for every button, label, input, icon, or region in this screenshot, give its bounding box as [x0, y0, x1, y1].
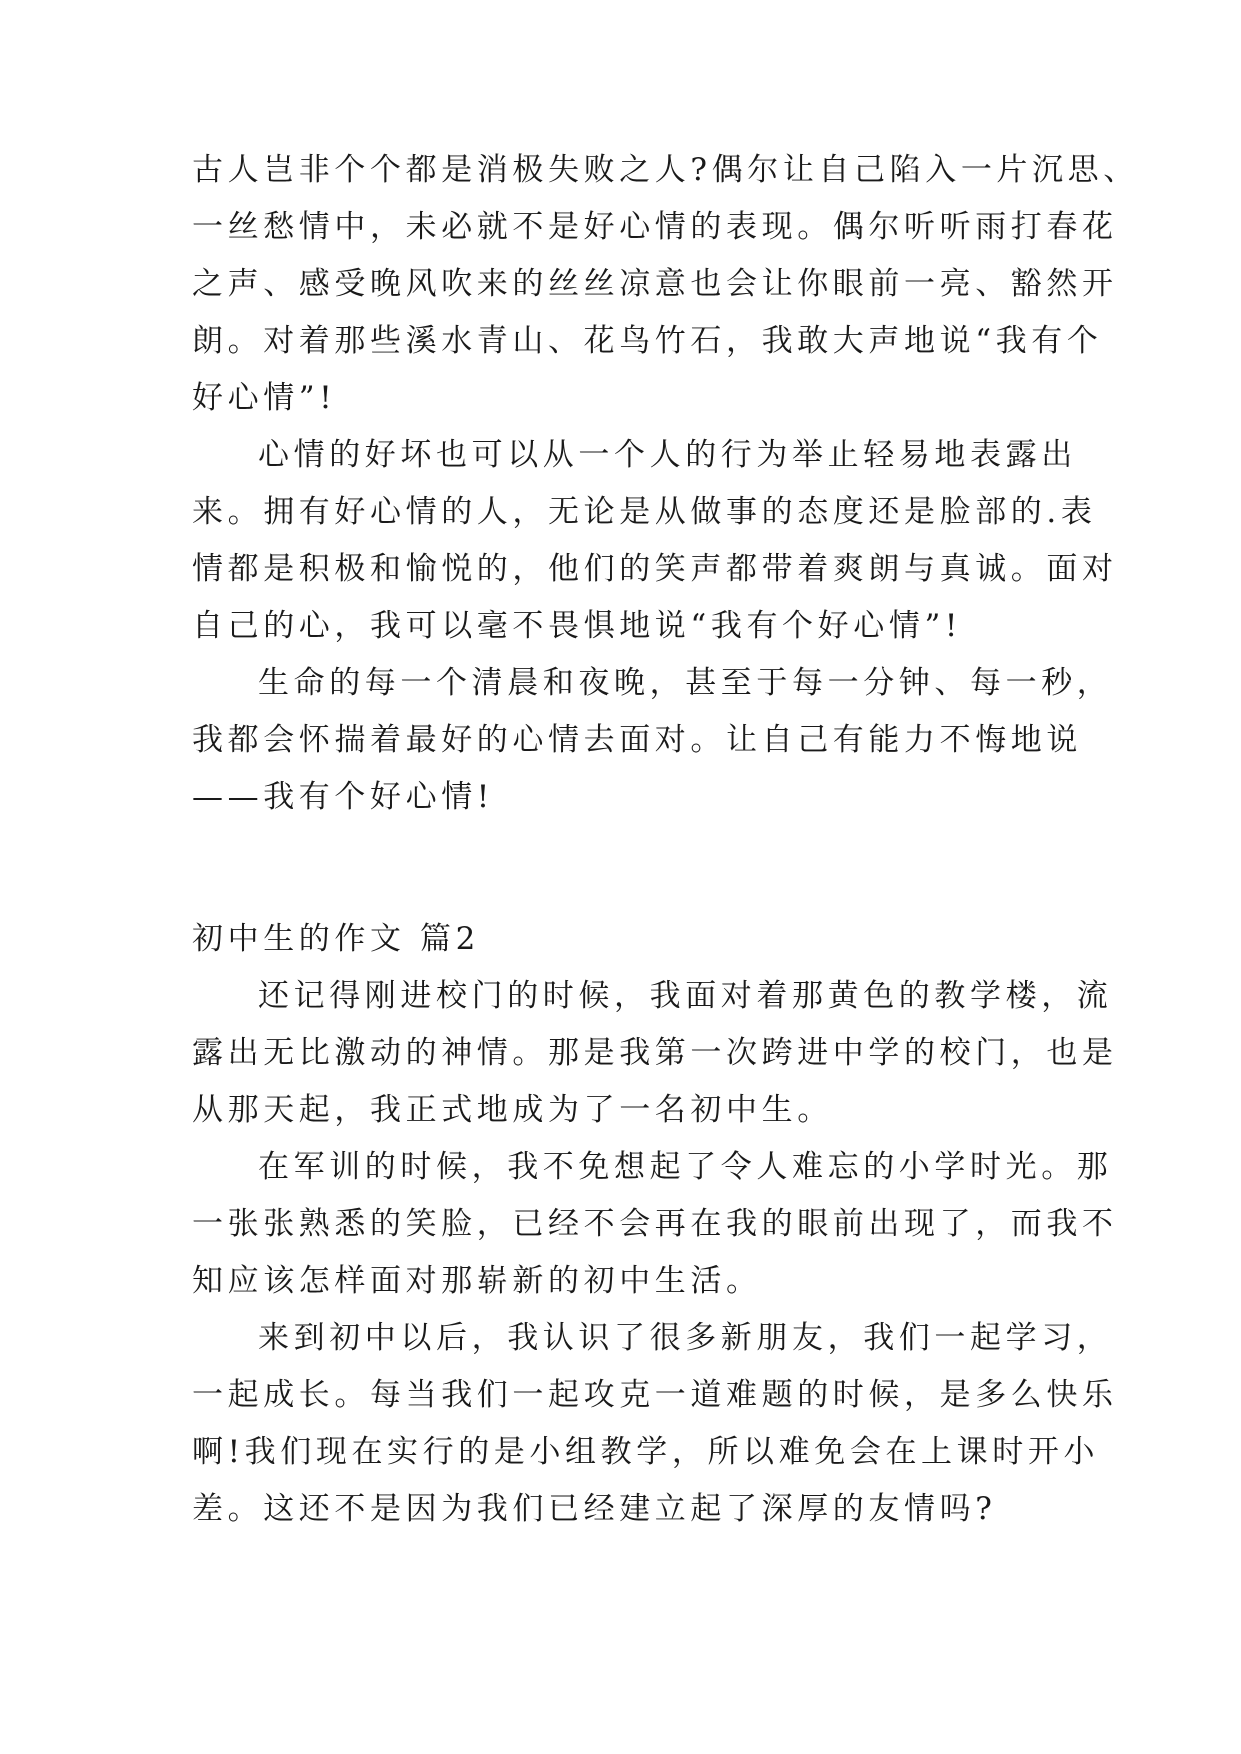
- paragraph-line: 古人岂非个个都是消极失败之人?偶尔让自己陷入一片沉思、: [192, 152, 1139, 188]
- paragraph-line: 还记得刚进校门的时候，我面对着那黄色的教学楼，流: [258, 978, 1113, 1014]
- paragraph-line: 之声、感受晚风吹来的丝丝凉意也会让你眼前一亮、豁然开: [192, 266, 1118, 302]
- paragraph-line: 啊!我们现在实行的是小组教学，所以难免会在上课时开小: [192, 1434, 1100, 1470]
- paragraph-line: 朗。对着那些溪水青山、花鸟竹石，我敢大声地说“我有个: [192, 323, 1103, 359]
- paragraph-line: 知应该怎样面对那崭新的初中生活。: [192, 1263, 762, 1299]
- paragraph-line: 露出无比激动的神情。那是我第一次跨进中学的校门，也是: [192, 1035, 1118, 1071]
- paragraph-line: 从那天起，我正式地成为了一名初中生。: [192, 1092, 833, 1128]
- paragraph-line: ——我有个好心情!: [192, 779, 494, 815]
- paragraph-line: 我都会怀揣着最好的心情去面对。让自己有能力不悔地说: [192, 722, 1082, 758]
- paragraph-line: 生命的每一个清晨和夜晚，甚至于每一分钟、每一秒，: [258, 665, 1113, 701]
- paragraph-line: 自己的心，我可以毫不畏惧地说“我有个好心情”!: [192, 608, 962, 644]
- paragraph-line: 心情的好坏也可以从一个人的行为举止轻易地表露出: [258, 437, 1077, 473]
- paragraph-line: 来。拥有好心情的人，无论是从做事的态度还是脸部的.表: [192, 494, 1097, 530]
- paragraph-line: 一起成长。每当我们一起攻克一道难题的时候，是多么快乐: [192, 1377, 1118, 1413]
- paragraph-line: 在军训的时候，我不免想起了令人难忘的小学时光。那: [258, 1149, 1113, 1185]
- paragraph-line: 好心情”!: [192, 380, 337, 416]
- section-heading: 初中生的作文 篇2: [192, 921, 480, 957]
- paragraph-line: 一丝愁情中，未必就不是好心情的表现。偶尔听听雨打春花: [192, 209, 1118, 245]
- paragraph-line: 来到初中以后，我认识了很多新朋友，我们一起学习，: [258, 1320, 1113, 1356]
- paragraph-line: 差。这还不是因为我们已经建立起了深厚的友情吗?: [192, 1491, 997, 1527]
- paragraph-line: 情都是积极和愉悦的，他们的笑声都带着爽朗与真诚。面对: [192, 551, 1118, 587]
- paragraph-line: 一张张熟悉的笑脸，已经不会再在我的眼前出现了，而我不: [192, 1206, 1118, 1242]
